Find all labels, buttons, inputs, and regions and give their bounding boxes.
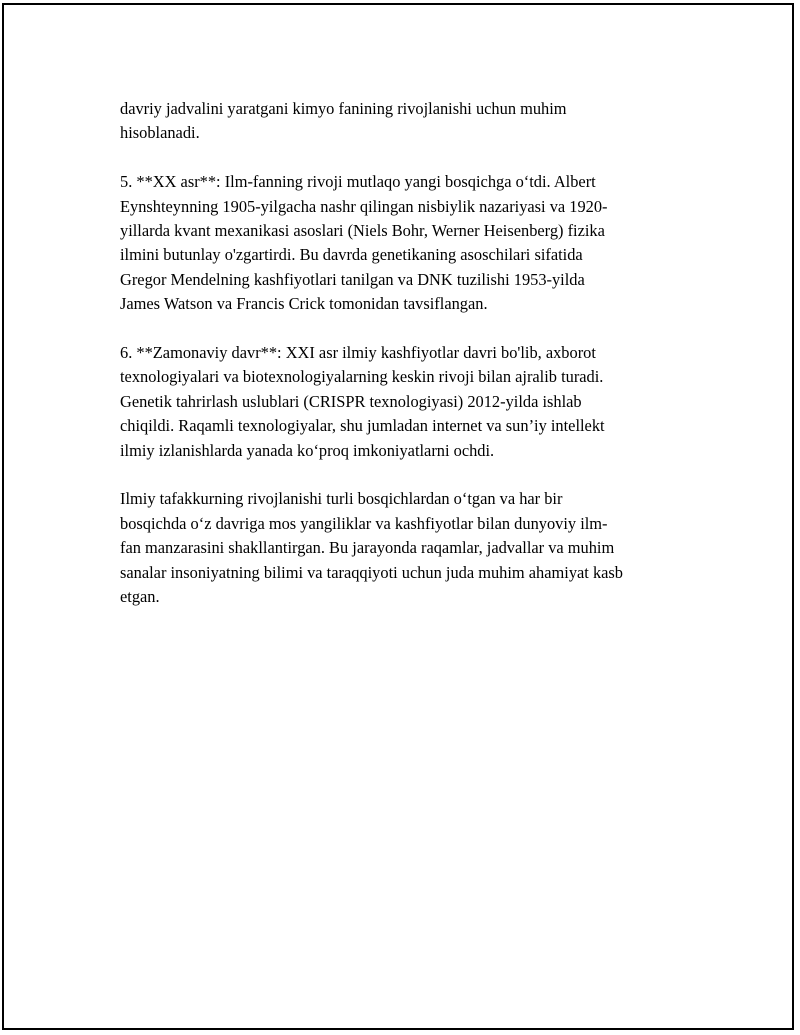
paragraph-xx-century (120, 170, 680, 316)
paragraph-conclusion (120, 487, 680, 609)
text-line: bosqichda o‘z davriga mos yangiliklar va kashfiyotlar bilan dunyoviy ilm- (120, 513, 608, 533)
text-line: yillarda kvant mexanikasi asoslari (Niels Bohr, Werner Heisenberg) fizika (120, 221, 605, 241)
text-line: Ilmiy tafakkurning rivojlanishi turli bosqichlardan o‘tgan va har bir (120, 489, 563, 509)
paragraph-modern-era (120, 341, 680, 463)
text-line: 6. **Zamonaviy davr**: XXI asr ilmiy kashfiyotlar davri bo'lib, axborot (120, 343, 596, 363)
text-line: Eynshteynning 1905-yilgacha nashr qilingan nisbiylik nazariyasi va 1920- (120, 196, 608, 216)
text-line: Gregor Mendelning kashfiyotlari tanilgan va DNK tuzilishi 1953-yilda (120, 269, 585, 289)
text-line: chiqildi. Raqamli texnologiyalar, shu jumladan internet va sun’iy intellekt (120, 416, 605, 436)
text-line: ilmini butunlay o'zgartirdi. Bu davrda genetikaning asoschilari sifatida (120, 245, 583, 265)
text-line: ilmiy izlanishlarda yanada ko‘proq imkoniyatlarni ochdi. (120, 440, 495, 460)
text-line: davriy jadvalini yaratgani kimyo fanining rivojlanishi uchun muhim (120, 99, 567, 118)
text-line: etgan. (120, 587, 160, 607)
text-line: 5. **XX asr**: Ilm-fanning rivoji mutlaqo yangi bosqichga o‘tdi. Albert (120, 172, 596, 192)
paragraph-mendeleev-conclusion (120, 97, 680, 146)
document-body (120, 97, 680, 634)
text-line: James Watson va Francis Crick tomonidan tavsiflangan. (120, 294, 488, 314)
document-page (2, 3, 794, 1030)
text-line: texnologiyalari va biotexnologiyalarning keskin rivoji bilan ajralib turadi. (120, 367, 604, 387)
text-line: hisoblanadi. (120, 123, 200, 143)
text-line: sanalar insoniyatning bilimi va taraqqiyoti uchun juda muhim ahamiyat kasb (120, 562, 623, 582)
text-line: fan manzarasini shakllantirgan. Bu jarayonda raqamlar, jadvallar va muhim (120, 538, 615, 558)
text-line: Genetik tahrirlash uslublari (CRISPR texnologiyasi) 2012-yilda ishlab (120, 391, 582, 411)
